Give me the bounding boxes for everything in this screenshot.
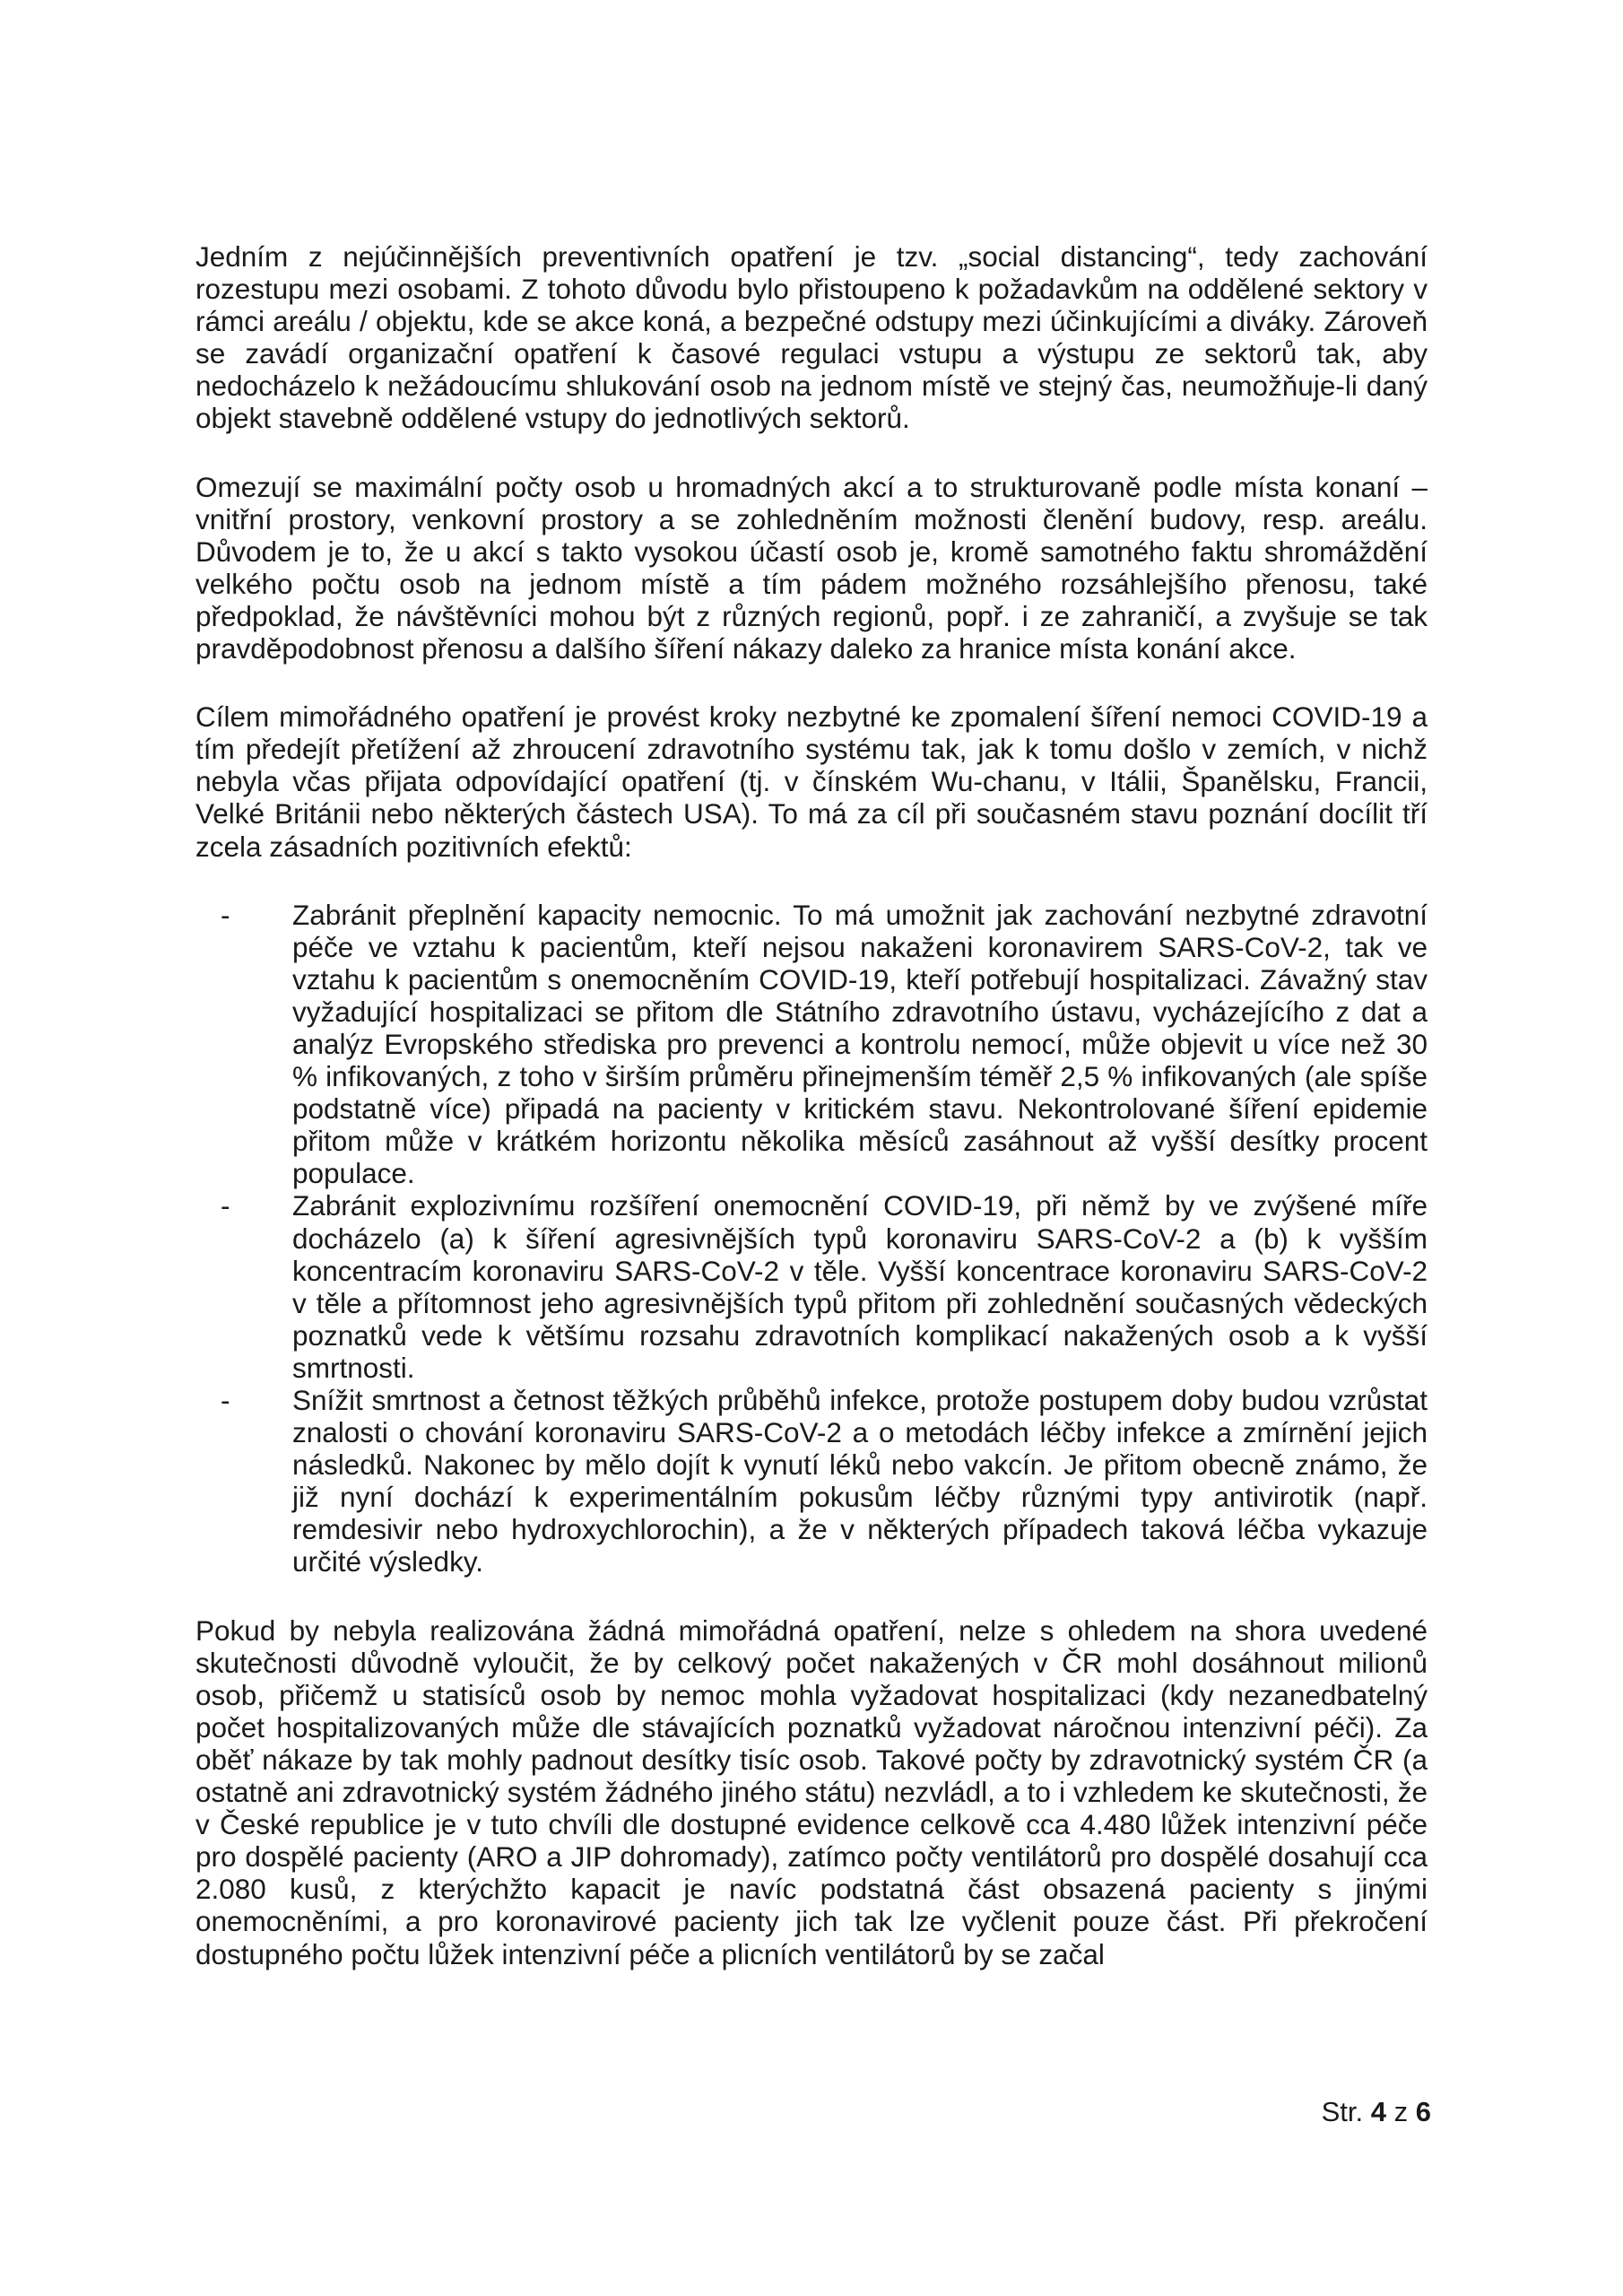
list-item-text: Zabránit přeplnění kapacity nemocnic. To má umožnit jak zachování nezbytné zdravotní péče ve vztahu k pacientům, kteří nejsou nakaženi koronavirem SARS-CoV-2, tak ve vztahu k pacientům s onemocněním COVID-19, kteří potřebují hospitalizaci. Závažný stav vyžadující hospitalizaci se přitom dle Státního zdravotního ústavu, vycházejícího z dat a analýz Evropského střediska pro prevenci a kontrolu nemocí, může objevit u více než 30 % infikovaných, z toho v širším průměru přinejmenším téměř 2,5 % infikovaných (ale spíše podstatně více) připadá na pacienty v kritickém stavu. Nekontrolované šíření epidemie přitom může v krátkém horizontu několika měsíců zasáhnout až vyšší desítky procent populace.: [292, 898, 1428, 1190]
list-item-text: Zabránit explozivnímu rozšíření onemocnění COVID-19, při němž by ve zvýšené míře docházelo (a) k šíření agresivnějších typů koronaviru SARS-CoV-2 a (b) k vyšším koncentracím koronaviru SARS-CoV-2 v těle. Vyšší koncentrace koronaviru SARS-CoV-2 v těle a přítomnost jeho agresivnějších typů přitom při zohlednění současných vědeckých poznatků vede k většímu rozsahu zdravotních komplikací nakažených osob a k vyšší smrtnosti.: [292, 1189, 1428, 1384]
paragraph-measure-goal: Cílem mimořádného opatření je provést kroky nezbytné ke zpomalení šíření nemoci COVID-19 a tím předejít přetížení až zhroucení zdravotního systému tak, jak k tomu došlo v zemích, v nichž nebyla včas přijata odpovídající opatření (tj. v čínském Wu-chanu, v Itálii, Španělsku, Francii, Velké Británii nebo některých částech USA). To má za cíl při současném stavu poznání docílit tří zcela zásadních pozitivních efektů:: [195, 700, 1428, 863]
bullet-dash: -: [221, 898, 230, 931]
page-number-current: 4: [1370, 2096, 1387, 2127]
page-number: [1322, 2096, 1431, 2128]
bullet-dash: -: [221, 1384, 230, 1416]
paragraph-capacity-risk: Pokud by nebyla realizována žádná mimořádná opatření, nelze s ohledem na shora uvedené skutečnosti důvodně vyloučit, že by celkový počet nakažených v ČR mohl dosáhnout milionů osob, přičemž u statisíců osob by nemoc mohla vyžadovat hospitalizaci (kdy nezanedbatelný počet hospitalizovaných může dle stávajících poznatků vyžadovat náročnou intenzivní péči). Za oběť nákaze by tak mohly padnout desítky tisíc osob. Takové počty by zdravotnický systém ČR (a ostatně ani zdravotnický systém žádného jiného státu) nezvládl, a to i vzhledem ke skutečnosti, že v České republice je v tuto chvíli dle dostupné evidence celkově cca 4.480 lůžek intenzivní péče pro dospělé pacienty (ARO a JIP dohromady), zatímco počty ventilátorů pro dospělé dosahují cca 2.080 kusů, z kterýchžto kapacit je navíc podstatná část obsazená pacienty s jinými onemocněními, a pro koronavirové pacienty jich tak lze vyčlenit pouze část. Při překročení dostupného počtu lůžek intenzivní péče a plicních ventilátorů by se začal: [195, 1613, 1428, 1970]
document-body: [195, 240, 1428, 2006]
page-number-prefix: Str.: [1321, 2096, 1371, 2127]
bullet-dash: -: [221, 1189, 230, 1222]
list-item: [195, 1384, 1428, 1578]
paragraph-social-distancing: Jedním z nejúčinnějších preventivních opatření je tzv. „social distancing“, tedy zachování rozestupu mezi osobami. Z tohoto důvodu bylo přistoupeno k požadavkům na oddělené sektory v rámci areálu / objektu, kde se akce koná, a bezpečné odstupy mezi účinkujícími a diváky. Zároveň se zavádí organizační opatření k časové regulaci vstupu a výstupu ze sektorů tak, aby nedocházelo k nežádoucímu shlukování osob na jednom místě ve stejný čas, neumožňuje-li daný objekt stavebně oddělené vstupy do jednotlivých sektorů.: [195, 240, 1428, 435]
list-item: [195, 1189, 1428, 1384]
page-number-separator: z: [1386, 2096, 1416, 2127]
list-item-text: Snížit smrtnost a četnost těžkých průběhů infekce, protože postupem doby budou vzrůstat znalosti o chování koronaviru SARS-CoV-2 a o metodách léčby infekce a zmírnění jejich následků. Nakonec by mělo dojít k vynutí léků nebo vakcín. Je přitom obecně známo, že již nyní dochází k experimentálním pokusům léčby různými typy antivirotik (např. remdesivir nebo hydroxychlorochin), a že v některých případech taková léčba vykazuje určité výsledky.: [292, 1384, 1428, 1578]
paragraph-max-persons: Omezují se maximální počty osob u hromadných akcí a to strukturovaně podle místa konaní – vnitřní prostory, venkovní prostory a se zohledněním možnosti členění budovy, resp. areálu. Důvodem je to, že u akcí s takto vysokou účastí osob je, kromě samotného faktu shromáždění velkého počtu osob na jednom místě a tím pádem možného rozsáhlejšího přenosu, také předpoklad, že návštěvníci mohou být z různých regionů, popř. i ze zahraničí, a zvyšuje se tak pravděpodobnost přenosu a dalšího šíření nákazy daleko za hranice místa konání akce.: [195, 470, 1428, 665]
list-item: [195, 899, 1428, 1190]
effects-list: [195, 899, 1428, 1578]
page-number-total: 6: [1415, 2096, 1431, 2127]
